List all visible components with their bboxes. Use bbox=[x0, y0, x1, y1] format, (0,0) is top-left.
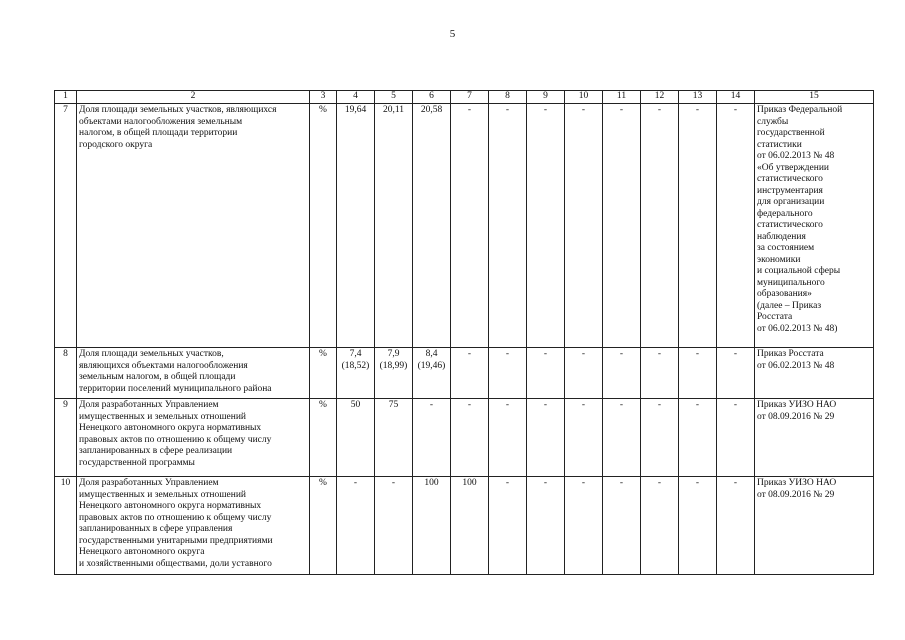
source-line: службы bbox=[757, 116, 789, 127]
description-line: Ненецкого автономного округа нормативных bbox=[79, 501, 262, 511]
page-number: 5 bbox=[449, 28, 456, 40]
value-line: (18,99) bbox=[379, 360, 408, 371]
column-header: 3 bbox=[310, 91, 337, 104]
value-v12-cell: - bbox=[641, 399, 679, 477]
row-number-cell: 9 bbox=[55, 399, 77, 477]
description-line: объектами налогообложения земельным bbox=[79, 116, 243, 127]
column-header: 5 bbox=[375, 91, 413, 104]
value-col-5-cell bbox=[375, 399, 413, 477]
indicator-description-cell bbox=[77, 399, 310, 477]
description-line: территории поселений муниципального района bbox=[79, 383, 272, 394]
value-line: - bbox=[353, 478, 358, 488]
description-line: городского округа bbox=[79, 139, 153, 150]
value-line: (18,52) bbox=[341, 360, 370, 371]
source-line: Приказ УИЗО НАО bbox=[757, 478, 837, 488]
source-line: Приказ УИЗО НАО bbox=[757, 400, 837, 410]
value-v9-cell: - bbox=[527, 104, 565, 348]
value-line: 20,58 bbox=[420, 105, 443, 115]
source-line: от 08.09.2016 № 29 bbox=[757, 489, 835, 500]
value-col-4-cell bbox=[337, 399, 375, 477]
unit-cell: % bbox=[310, 348, 337, 399]
value-line: 100 bbox=[424, 478, 439, 488]
value-col-5-cell bbox=[375, 477, 413, 575]
value-col-6-cell bbox=[413, 477, 451, 575]
value-v12-cell: - bbox=[641, 348, 679, 399]
value-line: 19,64 bbox=[344, 105, 367, 115]
value-v10-cell: - bbox=[565, 348, 603, 399]
value-v7-cell: - bbox=[451, 399, 489, 477]
source-line: муниципального bbox=[757, 277, 825, 288]
description-line: Ненецкого автономного округа bbox=[79, 547, 205, 557]
value-v13-cell: - bbox=[679, 104, 717, 348]
value-v14-cell: - bbox=[717, 104, 755, 348]
value-v12-cell: - bbox=[641, 104, 679, 348]
source-line: Приказ Федеральной bbox=[757, 105, 843, 115]
value-line: 7,4 bbox=[349, 349, 362, 359]
value-line: 75 bbox=[388, 400, 399, 410]
column-header: 10 bbox=[565, 91, 603, 104]
value-v7-cell: - bbox=[451, 348, 489, 399]
source-line: за состоянием bbox=[757, 243, 815, 253]
value-v14-cell: - bbox=[717, 348, 755, 399]
value-v11-cell: - bbox=[603, 399, 641, 477]
description-line: Доля площади земельных участков, bbox=[79, 349, 224, 359]
value-col-4-cell bbox=[337, 477, 375, 575]
row-number-cell: 10 bbox=[55, 477, 77, 575]
value-col-6-cell bbox=[413, 104, 451, 348]
value-col-4-cell bbox=[337, 348, 375, 399]
column-header: 8 bbox=[489, 91, 527, 104]
value-v9-cell: - bbox=[527, 477, 565, 575]
source-line: «Об утверждении bbox=[757, 162, 829, 173]
source-document-cell bbox=[755, 104, 874, 348]
value-v13-cell: - bbox=[679, 477, 717, 575]
value-v13-cell: - bbox=[679, 399, 717, 477]
source-line: от 08.09.2016 № 29 bbox=[757, 411, 835, 422]
column-header: 11 bbox=[603, 91, 641, 104]
source-line: (далее – Приказ bbox=[757, 300, 822, 311]
value-line: 20,11 bbox=[382, 105, 405, 115]
value-v13-cell: - bbox=[679, 348, 717, 399]
table-row bbox=[55, 399, 874, 477]
row-number-cell: 8 bbox=[55, 348, 77, 399]
value-v10-cell: - bbox=[565, 477, 603, 575]
source-line: от 06.02.2013 № 48 bbox=[757, 151, 835, 161]
value-v8-cell: - bbox=[489, 348, 527, 399]
source-document-cell bbox=[755, 399, 874, 477]
description-line: имущественных и земельных отношений bbox=[79, 489, 247, 500]
description-line: правовых актов по отношению к общему числу bbox=[79, 434, 272, 445]
source-line: и социальной сферы bbox=[757, 266, 841, 276]
description-line: и хозяйственными обществами, доли уставного bbox=[79, 558, 272, 569]
source-line: от 06.02.2013 № 48) bbox=[757, 323, 838, 334]
table-row bbox=[55, 477, 874, 575]
value-v10-cell: - bbox=[565, 104, 603, 348]
value-col-5-cell bbox=[375, 104, 413, 348]
description-line: являющихся объектами налогообложения bbox=[79, 360, 248, 371]
description-line: Доля разработанных Управлением bbox=[79, 478, 219, 488]
source-line: статистического bbox=[757, 220, 823, 230]
value-v12-cell: - bbox=[641, 477, 679, 575]
description-line: Ненецкого автономного округа нормативных bbox=[79, 423, 262, 433]
indicator-description-cell bbox=[77, 348, 310, 399]
source-line: статистики bbox=[757, 139, 802, 150]
description-line: налогом, в общей площади территории bbox=[79, 128, 238, 138]
source-document-cell bbox=[755, 348, 874, 399]
source-line: государственной bbox=[757, 128, 825, 138]
table-row bbox=[55, 348, 874, 399]
column-header: 12 bbox=[641, 91, 679, 104]
description-line: имущественных и земельных отношений bbox=[79, 411, 247, 422]
source-line: федерального bbox=[757, 208, 813, 219]
value-line: 7,9 bbox=[387, 349, 400, 359]
column-header: 1 bbox=[55, 91, 77, 104]
value-v7-cell: - bbox=[451, 104, 489, 348]
column-header: 14 bbox=[717, 91, 755, 104]
indicators-table bbox=[54, 90, 874, 575]
unit-cell: % bbox=[310, 399, 337, 477]
value-v14-cell: - bbox=[717, 399, 755, 477]
value-v11-cell: - bbox=[603, 477, 641, 575]
value-v8-cell: - bbox=[489, 399, 527, 477]
column-header: 13 bbox=[679, 91, 717, 104]
column-header: 9 bbox=[527, 91, 565, 104]
source-line: для организации bbox=[757, 197, 825, 207]
column-header: 4 bbox=[337, 91, 375, 104]
source-line: наблюдения bbox=[757, 231, 806, 242]
column-header: 6 bbox=[413, 91, 451, 104]
source-line: инструментария bbox=[757, 185, 823, 196]
unit-cell: % bbox=[310, 477, 337, 575]
value-line: - bbox=[429, 400, 434, 410]
value-col-4-cell bbox=[337, 104, 375, 348]
value-v10-cell: - bbox=[565, 399, 603, 477]
description-line: Доля площади земельных участков, являющихся bbox=[79, 105, 277, 115]
description-line: земельным налогом, в общей площади bbox=[79, 372, 236, 382]
source-line: Приказ Росстата bbox=[757, 349, 824, 359]
unit-cell: % bbox=[310, 104, 337, 348]
description-line: запланированных в сфере управления bbox=[79, 524, 233, 534]
value-v11-cell: - bbox=[603, 348, 641, 399]
value-line: - bbox=[391, 478, 396, 488]
description-line: правовых актов по отношению к общему числу bbox=[79, 512, 272, 523]
column-header: 2 bbox=[77, 91, 310, 104]
value-v7-cell: 100 bbox=[451, 477, 489, 575]
indicator-description-cell bbox=[77, 104, 310, 348]
source-line: экономики bbox=[757, 254, 801, 265]
value-col-5-cell bbox=[375, 348, 413, 399]
source-line: статистического bbox=[757, 174, 823, 184]
column-header: 15 bbox=[755, 91, 874, 104]
table-header-row bbox=[55, 91, 874, 104]
row-number-cell: 7 bbox=[55, 104, 77, 348]
description-line: государственной программы bbox=[79, 457, 195, 468]
description-line: государственными унитарными предприятиями bbox=[79, 535, 273, 546]
source-line: от 06.02.2013 № 48 bbox=[757, 360, 835, 371]
source-document-cell bbox=[755, 477, 874, 575]
source-line: образования» bbox=[757, 289, 812, 299]
indicator-description-cell bbox=[77, 477, 310, 575]
column-header: 7 bbox=[451, 91, 489, 104]
description-line: запланированных в сфере реализации bbox=[79, 446, 233, 456]
value-line: (19,46) bbox=[417, 360, 446, 371]
value-col-6-cell bbox=[413, 399, 451, 477]
value-v8-cell: - bbox=[489, 477, 527, 575]
description-line: Доля разработанных Управлением bbox=[79, 400, 219, 410]
value-v9-cell: - bbox=[527, 348, 565, 399]
value-v11-cell: - bbox=[603, 104, 641, 348]
value-v8-cell: - bbox=[489, 104, 527, 348]
value-v14-cell: - bbox=[717, 477, 755, 575]
table-row bbox=[55, 104, 874, 348]
value-col-6-cell bbox=[413, 348, 451, 399]
value-line: 50 bbox=[350, 400, 361, 410]
source-line: Росстата bbox=[757, 312, 793, 322]
value-v9-cell: - bbox=[527, 399, 565, 477]
value-line: 8,4 bbox=[425, 349, 438, 359]
